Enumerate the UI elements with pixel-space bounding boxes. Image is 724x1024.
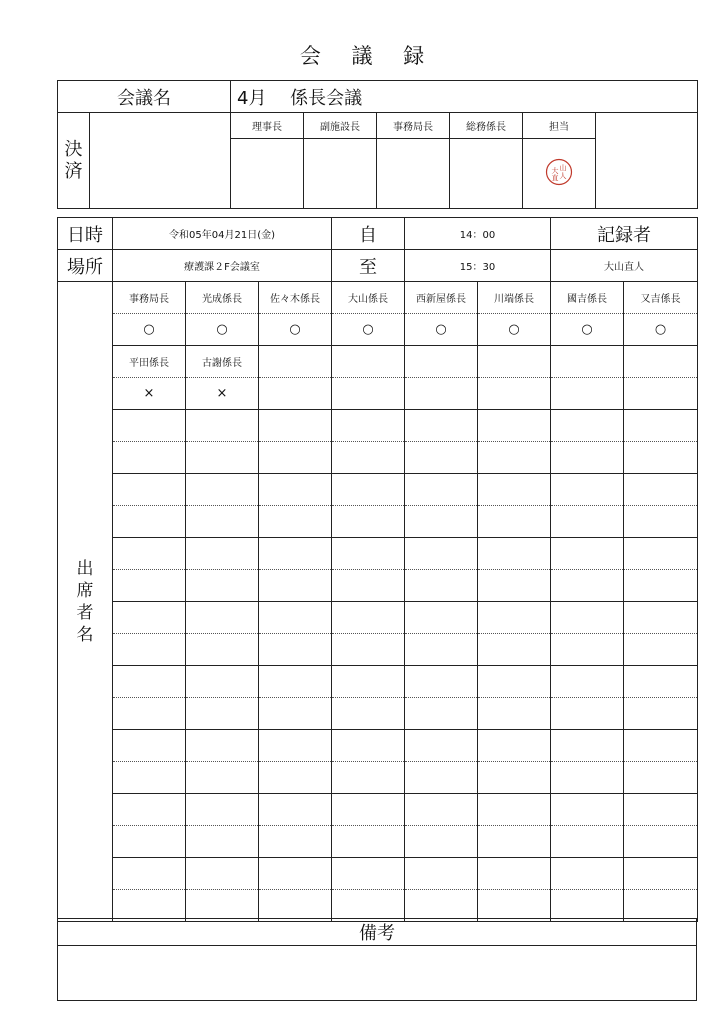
attendance-mark-cell[interactable] [186,442,259,474]
attendee-name-cell[interactable] [624,794,698,826]
attendee-name-cell[interactable] [186,730,259,762]
attendee-name-cell[interactable] [259,474,332,506]
remarks-body[interactable] [58,946,697,1001]
attendance-mark-cell[interactable]: ○ [624,314,698,346]
attendance-mark-cell[interactable] [405,378,478,410]
attendance-mark-cell[interactable]: × [186,378,259,410]
attendance-mark-cell[interactable] [259,762,332,794]
attendees-label [58,282,113,922]
attendance-mark-cell[interactable] [624,890,698,922]
attendee-name-cell[interactable] [478,410,551,442]
stamp-box-general-affairs[interactable] [450,139,523,209]
attendee-name-cell[interactable] [478,858,551,890]
attendee-name-cell[interactable] [259,410,332,442]
attendee-name-cell[interactable] [405,858,478,890]
attendee-name-cell[interactable]: 又吉係長 [624,282,698,314]
attendance-mark-cell[interactable]: ○ [332,314,405,346]
attendee-name-cell[interactable] [624,410,698,442]
remarks-label: 備考 [58,919,697,946]
attendance-mark-cell[interactable] [259,442,332,474]
attendee-name-cell[interactable] [113,858,186,890]
attendance-mark-cell[interactable] [478,378,551,410]
seal-char: 山 [559,163,567,172]
attendance-mark-cell[interactable] [332,570,405,602]
attendance-mark-cell[interactable] [186,570,259,602]
attendance-mark-cell[interactable] [259,698,332,730]
attendance-mark-cell[interactable] [551,442,624,474]
attendee-name-cell[interactable] [551,858,624,890]
attendance-mark-cell[interactable]: ○ [551,314,624,346]
attendance-mark-cell[interactable] [478,442,551,474]
attendance-mark-cell[interactable] [186,826,259,858]
attendee-name-cell[interactable] [332,794,405,826]
recorder-name-value[interactable]: 大山直人 [551,250,698,282]
attendee-name-cell[interactable] [478,346,551,378]
attendance-mark-cell[interactable] [551,762,624,794]
attendee-name-cell[interactable] [624,538,698,570]
attendance-mark-cell[interactable] [624,442,698,474]
attendance-mark-cell[interactable] [113,442,186,474]
attendance-mark-cell[interactable] [551,698,624,730]
stamp-box-chairman[interactable] [231,139,304,209]
attendance-mark-cell[interactable]: ○ [478,314,551,346]
attendance-mark-cell[interactable] [259,826,332,858]
attendee-name-cell[interactable] [259,538,332,570]
attendance-mark-cell[interactable] [332,698,405,730]
attendance-mark-cell[interactable] [551,826,624,858]
attendance-mark-cell[interactable] [624,826,698,858]
attendance-mark-cell[interactable] [113,506,186,538]
attendee-name-cell[interactable] [332,730,405,762]
attendance-mark-cell[interactable] [113,634,186,666]
attendance-mark-cell[interactable] [113,890,186,922]
attendee-name-cell[interactable] [405,538,478,570]
attendance-mark-cell[interactable] [186,634,259,666]
attendee-name-cell[interactable]: 川端係長 [478,282,551,314]
minutes-table [57,217,698,922]
attendance-mark-cell[interactable] [405,890,478,922]
attendee-name-cell[interactable] [186,538,259,570]
attendee-name-cell[interactable] [113,474,186,506]
attendance-mark-cell[interactable] [405,506,478,538]
attendance-mark-cell[interactable] [186,890,259,922]
attendee-name-cell[interactable] [478,730,551,762]
attendee-name-cell[interactable] [259,602,332,634]
attendee-name-cell[interactable] [186,666,259,698]
start-time-value[interactable]: 14：00 [405,218,551,250]
attendee-name-cell[interactable]: 大山係長 [332,282,405,314]
hanko-seal-icon [545,158,573,186]
attendance-mark-cell[interactable] [332,890,405,922]
attendee-name-cell[interactable] [405,410,478,442]
attendee-name-cell[interactable] [551,666,624,698]
attendee-name-cell[interactable] [332,410,405,442]
attendee-name-cell[interactable] [332,538,405,570]
attendance-mark-cell[interactable] [259,378,332,410]
attendance-mark-cell[interactable] [624,634,698,666]
seal-char: 人 [559,171,567,180]
attendance-mark-cell[interactable] [478,570,551,602]
attendance-mark-cell[interactable] [624,570,698,602]
place-value[interactable]: 療護課２F会議室 [113,250,332,282]
attendance-mark-cell[interactable] [478,698,551,730]
attendee-name-cell[interactable] [186,474,259,506]
approval-extra-column [596,113,698,209]
document-title: 会 議 録 [299,44,437,68]
seal-char: 直 [551,173,559,182]
attendance-mark-cell[interactable]: × [113,378,186,410]
attendee-name-cell[interactable] [478,666,551,698]
attendee-name-cell[interactable] [259,794,332,826]
attendee-name-cell[interactable] [551,730,624,762]
attendance-mark-cell[interactable] [624,378,698,410]
end-time-value[interactable]: 15：30 [405,250,551,282]
attendees-grid [58,282,698,922]
attendees-label-text: 出席者名 [76,558,94,645]
attendee-name-cell[interactable] [113,602,186,634]
attendance-mark-cell[interactable] [186,506,259,538]
attendee-name-cell[interactable]: 光成係長 [186,282,259,314]
attendee-name-cell[interactable]: 西新屋係長 [405,282,478,314]
stamp-box-secretary-general[interactable] [377,139,450,209]
attendance-mark-cell[interactable] [551,570,624,602]
attendee-name-cell[interactable] [405,346,478,378]
attendee-name-cell[interactable] [624,346,698,378]
attendance-mark-cell[interactable] [624,762,698,794]
attendee-name-cell[interactable] [478,602,551,634]
start-label: 自 [332,218,405,250]
attendee-name-cell[interactable] [478,538,551,570]
meeting-name-value[interactable]: 4月 係長会議 [231,81,698,113]
attendee-name-cell[interactable] [332,858,405,890]
approval-role-label: 理事長 [231,113,304,139]
attendance-mark-cell[interactable] [332,826,405,858]
attendance-mark-cell[interactable] [405,570,478,602]
attendance-mark-cell[interactable] [405,634,478,666]
attendance-mark-cell[interactable] [113,570,186,602]
seal-char: 大 [551,166,559,175]
attendance-mark-cell[interactable] [624,506,698,538]
attendee-name-cell[interactable] [551,410,624,442]
stamp-box-vice-director[interactable] [304,139,377,209]
date-label: 日時 [58,218,113,250]
attendee-name-cell[interactable] [332,602,405,634]
attendee-name-cell[interactable] [405,602,478,634]
attendee-name-cell[interactable] [113,666,186,698]
attendee-name-cell[interactable] [186,602,259,634]
meeting-name-label: 会議名 [58,81,231,113]
attendance-mark-cell[interactable] [332,762,405,794]
attendee-name-cell[interactable]: 古謝係長 [186,346,259,378]
attendee-name-cell[interactable] [259,346,332,378]
attendance-mark-cell[interactable]: ○ [113,314,186,346]
remarks-table [57,918,697,1001]
attendance-mark-cell[interactable] [332,378,405,410]
attendee-name-cell[interactable] [259,666,332,698]
attendance-mark-cell[interactable] [478,826,551,858]
attendee-name-cell[interactable] [624,858,698,890]
attendee-name-cell[interactable] [624,602,698,634]
attendance-mark-cell[interactable] [113,762,186,794]
attendee-name-cell[interactable] [113,410,186,442]
attendance-mark-cell[interactable] [478,890,551,922]
attendance-mark-cell[interactable]: ○ [186,314,259,346]
attendee-name-cell[interactable] [186,410,259,442]
attendee-name-cell[interactable] [405,666,478,698]
place-label: 場所 [58,250,113,282]
attendee-name-cell[interactable] [259,858,332,890]
attendee-name-cell[interactable] [624,666,698,698]
attendance-mark-cell[interactable] [551,634,624,666]
attendance-mark-cell[interactable]: ○ [405,314,478,346]
attendee-name-cell[interactable] [405,474,478,506]
header-table [57,80,698,209]
attendance-mark-cell[interactable] [332,634,405,666]
attendee-name-cell[interactable]: 國吉係長 [551,282,624,314]
attendee-name-cell[interactable]: 事務局長 [113,282,186,314]
attendee-name-cell[interactable] [551,538,624,570]
attendance-mark-cell[interactable] [259,890,332,922]
attendance-mark-cell[interactable] [259,634,332,666]
attendee-name-cell[interactable] [113,730,186,762]
attendee-name-cell[interactable] [551,346,624,378]
stamp-box-person-in-charge[interactable] [523,139,596,209]
attendance-mark-cell[interactable] [478,762,551,794]
recorder-label: 記録者 [551,218,698,250]
attendance-mark-cell[interactable] [624,698,698,730]
attendance-mark-cell[interactable] [551,506,624,538]
attendance-mark-cell[interactable] [405,762,478,794]
attendee-name-cell[interactable] [624,474,698,506]
attendance-mark-cell[interactable] [405,826,478,858]
attendance-mark-cell[interactable] [551,378,624,410]
attendance-mark-cell[interactable] [478,506,551,538]
approval-role-label: 副施設長 [304,113,377,139]
attendee-name-cell[interactable] [551,794,624,826]
approval-role-label: 事務局長 [377,113,450,139]
approval-label: 決 済 [58,113,90,209]
attendee-name-cell[interactable] [405,730,478,762]
attendee-name-cell[interactable] [478,474,551,506]
attendance-mark-cell[interactable] [551,890,624,922]
end-label: 至 [332,250,405,282]
attendance-mark-cell[interactable] [332,506,405,538]
attendance-mark-cell[interactable] [405,698,478,730]
approval-spacer [90,113,231,209]
attendance-mark-cell[interactable] [113,698,186,730]
attendee-name-cell[interactable] [332,474,405,506]
attendee-name-cell[interactable] [405,794,478,826]
attendance-mark-cell[interactable] [478,634,551,666]
attendance-mark-cell[interactable] [186,762,259,794]
attendance-mark-cell[interactable] [332,442,405,474]
attendee-name-cell[interactable] [332,346,405,378]
attendee-name-cell[interactable] [551,474,624,506]
attendee-name-cell[interactable] [551,602,624,634]
attendee-name-cell[interactable] [113,538,186,570]
attendee-name-cell[interactable] [186,858,259,890]
attendee-name-cell[interactable] [186,794,259,826]
date-value[interactable]: 令和05年04月21日(金) [113,218,332,250]
attendee-name-cell[interactable] [478,794,551,826]
approval-role-label: 総務係長 [450,113,523,139]
attendee-name-cell[interactable] [259,730,332,762]
attendee-name-cell[interactable] [624,730,698,762]
attendance-mark-cell[interactable] [259,570,332,602]
attendance-mark-cell[interactable] [186,698,259,730]
attendance-mark-cell[interactable] [113,826,186,858]
attendee-name-cell[interactable] [113,794,186,826]
attendance-mark-cell[interactable]: ○ [259,314,332,346]
attendee-name-cell[interactable]: 佐々木係長 [259,282,332,314]
attendance-mark-cell[interactable] [405,442,478,474]
attendee-name-cell[interactable] [332,666,405,698]
attendance-mark-cell[interactable] [259,506,332,538]
attendee-name-cell[interactable]: 平田係長 [113,346,186,378]
approval-role-label: 担当 [523,113,596,139]
